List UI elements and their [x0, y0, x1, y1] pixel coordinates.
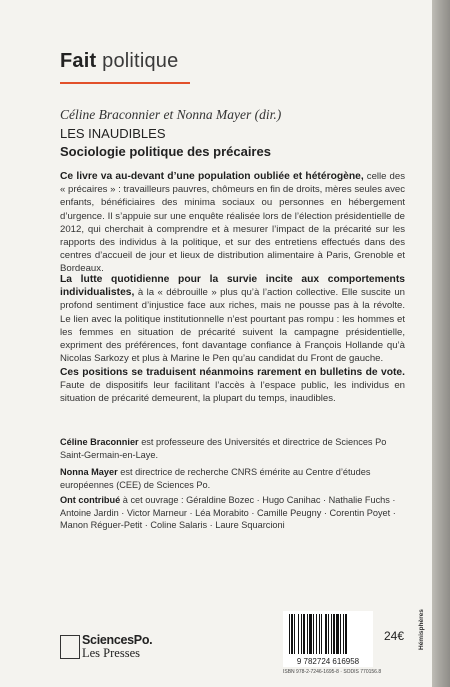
contributors	[60, 494, 405, 532]
paragraph-1	[60, 170, 405, 276]
barcode-bar	[313, 614, 314, 654]
barcode	[283, 611, 373, 667]
barcode-bar	[328, 614, 329, 654]
paragraph-3-lead: Ces positions se traduisent néanmoins rarement en bulletins de vote.	[60, 367, 405, 378]
book-title: LES INAUDIBLES	[60, 126, 166, 141]
barcode-digits: 9 782724 616958	[296, 657, 360, 666]
barcode-bar	[289, 614, 290, 654]
publisher-emblem-icon	[60, 635, 80, 659]
paragraph-3-body: Faute de dispositifs leur facilitant l’accès à l’espace public, les individus en situation de précarité demeurent, la plupart du temps, inaudibles.	[60, 380, 405, 405]
contributors-label: Ont contribué	[60, 495, 121, 505]
bio-braconnier	[60, 436, 405, 461]
bio-mayer-text: est directrice de recherche CNRS émérite au Centre d’études européennes (CEE) de Sciences Po.	[60, 467, 371, 490]
barcode-bar	[333, 614, 335, 654]
barcode-bar	[331, 614, 332, 654]
barcode-bar	[345, 614, 347, 654]
paragraph-1-body: celle des « précaires » : travailleurs pauvres, chômeurs en fin de droits, mères seules avec enfants, bénéficiaires des minima sociaux ou personnes en hébergement d’urgence. Il s’appuie sur une enquête réalisée lors de l’élection présidentielle de 2012, qui cherchait à comprendre et à mesurer l’impact de la précarité sur les rapports des individus à la politique, et sur des entretiens effectués dans des centres d’accueil de jour et lieux de distribution alimentaire à Paris, Grenoble et Bordeaux.	[60, 171, 406, 275]
series-title	[60, 50, 178, 73]
barcode-bar	[307, 614, 308, 654]
collection-label-text: Hémisphères	[418, 609, 425, 650]
top-strip	[0, 0, 432, 20]
barcode-bar	[325, 614, 327, 654]
book-authors: Céline Braconnier et Nonna Mayer (dir.)	[60, 107, 282, 122]
barcode-bar	[303, 614, 305, 654]
barcode-icon	[283, 611, 373, 667]
barcode-bar	[309, 614, 312, 654]
paragraph-1-lead: Ce livre va au-devant d’une population oubliée et hétérogène,	[60, 171, 364, 182]
barcode-bar	[298, 614, 299, 654]
barcode-bar	[336, 614, 339, 654]
barcode-bar	[343, 614, 344, 654]
book-subtitle: Sociologie politique des précaires	[60, 144, 271, 159]
book-spine	[432, 0, 450, 687]
publisher-name-line2: Les Presses	[82, 646, 140, 660]
bio-mayer-name: Nonna Mayer	[60, 467, 118, 477]
paragraph-3	[60, 366, 405, 406]
barcode-bar	[294, 614, 295, 654]
paragraph-2-lead: La lutte quotidienne pour la survie incite aux comportements individualistes,	[60, 274, 405, 299]
contributors-list: à cet ouvrage : Géraldine Bozec · Hugo Canihac · Nathalie Fuchs · Antoine Jardin · Victor Marneur · Léa Morabito · Camille Peugny · Corentin Poyet · Manon Réguer-Petit · Coline Salaris · Laure Squarcioni	[60, 495, 396, 531]
bio-braconnier-name: Céline Braconnier	[60, 437, 139, 447]
barcode-bar	[340, 614, 341, 654]
paragraph-2-body: à la « débrouille » plus qu’à l’action collective. Elle suscite un profond sentiment d’injustice face aux riches, mais ne pousse pas à la révolte. Le lien avec la politique institutionnelle n’est pourtant pas rompu : les hommes et les femmes en situation de précarité suivent la campagne présidentielle, expriment des préférences, font davantage confiance à François Hollande qu’à Nicolas Sarkozy et plus à Marine le Pen qu’au candidat du Front de gauche.	[60, 287, 405, 365]
isbn-line: ISBN 978-2-7246-1695-8 · SODIS 770156.8	[283, 669, 382, 675]
barcode-bar	[319, 614, 320, 654]
publisher-logo	[60, 631, 200, 661]
series-word-1: Fait	[60, 50, 97, 72]
series-underline	[60, 82, 190, 84]
collection-label	[415, 560, 427, 650]
price: 24€	[384, 629, 405, 643]
barcode-bar	[301, 614, 302, 654]
bio-mayer	[60, 466, 405, 491]
bio-braconnier-text: est professeure des Universités et directrice de Sciences Po Saint-Germain-en-Laye.	[60, 437, 387, 460]
paragraph-2	[60, 273, 405, 365]
publisher-name-line1: SciencesPo.	[82, 633, 153, 647]
barcode-bar	[316, 614, 317, 654]
barcode-bar	[321, 614, 322, 654]
series-word-2: politique	[102, 50, 179, 72]
barcode-bar	[291, 614, 293, 654]
